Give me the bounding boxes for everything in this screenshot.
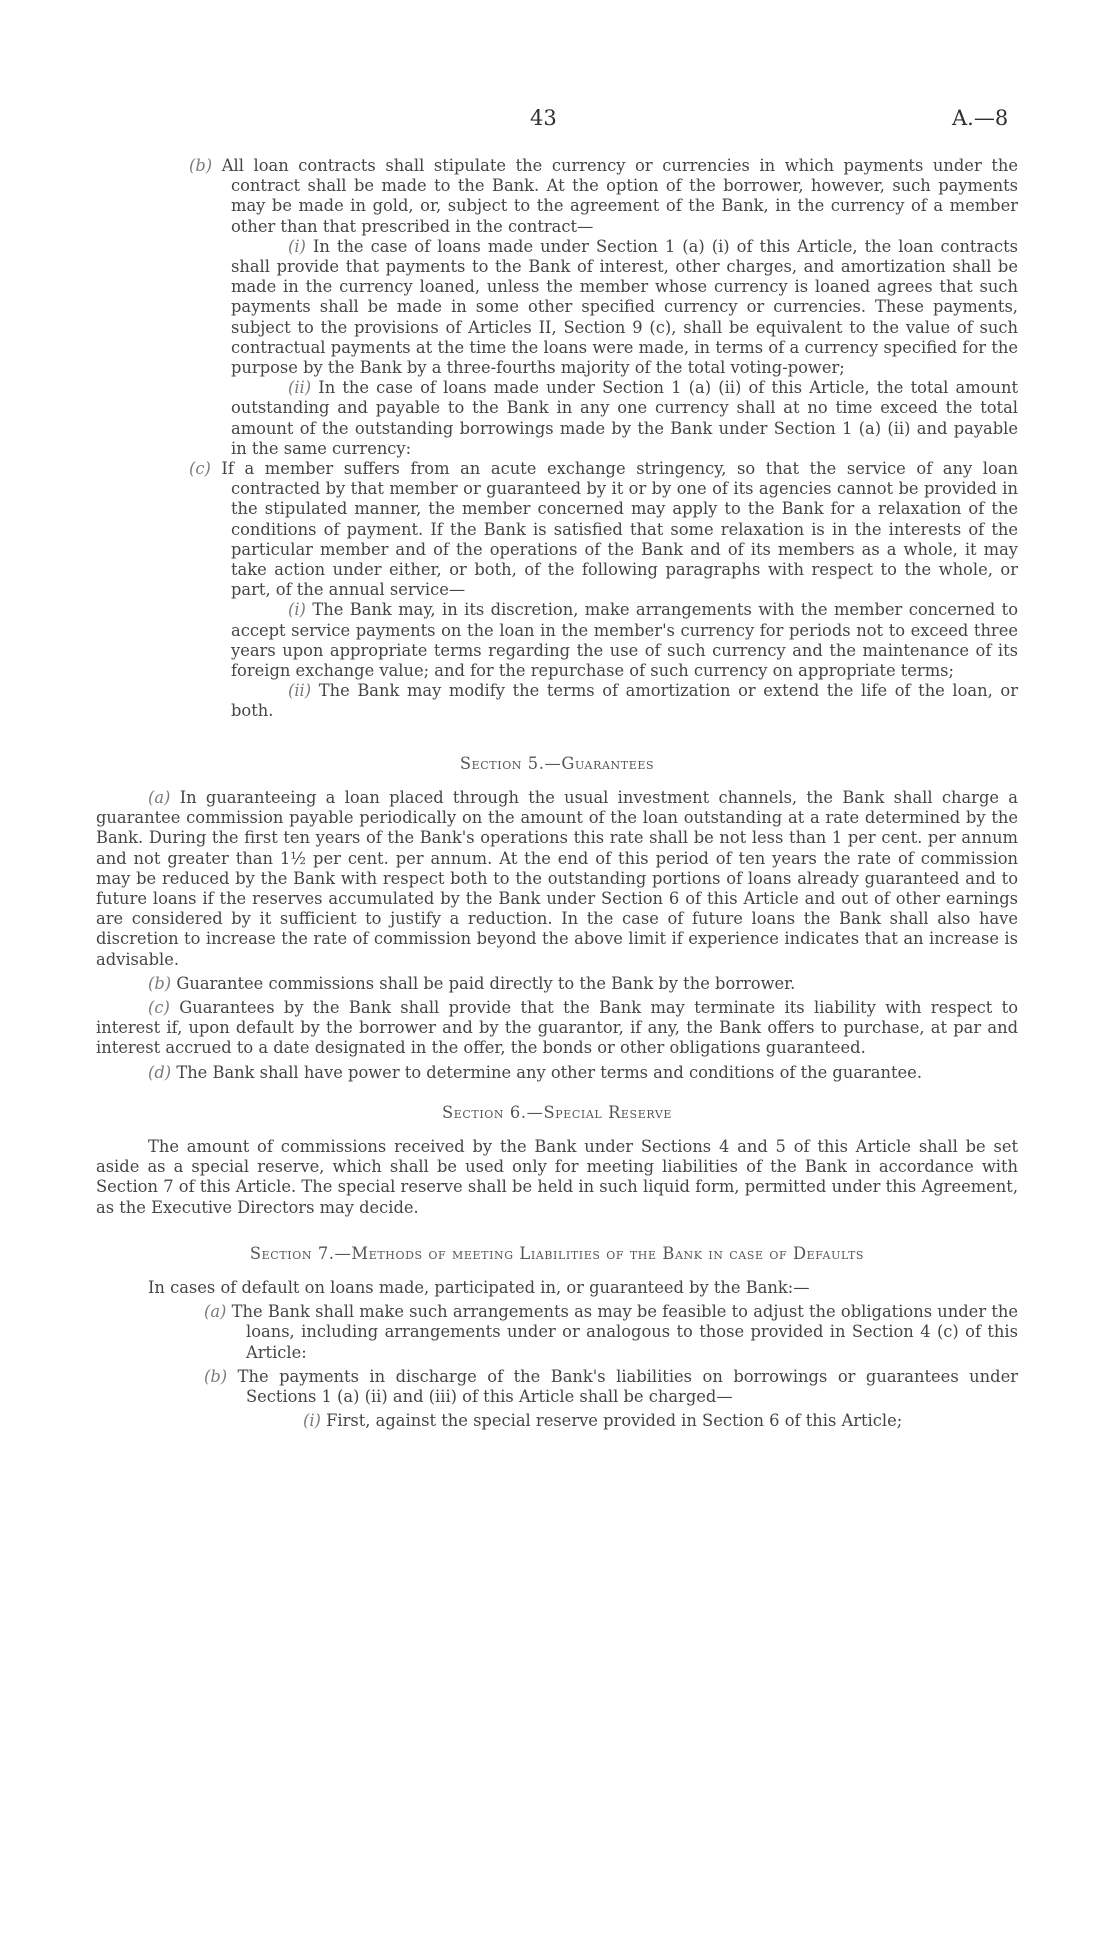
clause-label: (a) <box>204 1302 227 1322</box>
section-5-a <box>96 788 1018 970</box>
clause-4b-i <box>96 237 1018 378</box>
section-5-d <box>96 1063 1018 1083</box>
clause-label: (a) <box>148 787 171 807</box>
section-7-heading: Section 7.—Methods of meeting Liabilities of the Bank in case of Defaults <box>249 1243 865 1263</box>
subclause-text: The Bank may, in its discretion, make arrangements with the member concerned to accept service payments on the loan in the member's currency for periods not to exceed three years upon appropriate terms regarding the use of such currency and the maintenance of its foreign exchange value; and for the repurchase of such currency on appropriate terms; <box>231 600 1018 681</box>
clause-text: In guaranteeing a loan placed through the usual investment channels, the Bank shall charge a guarantee commission payable periodically on the amount of the loan outstanding at a rate determined by the Bank. During the first ten years of the Bank's operations this rate shall be not less than 1 per cent. per annum and not greater than 1½ per cent. per annum. At the end of this period of ten years the rate of commission may be reduced by the Bank with respect both to the outstanding portions of loans already guaranteed and to future loans if the reserves accumulated by the Bank under Section 6 of this Article and out of other earnings are considered by it sufficient to justify a reduction. In the case of future loans the Bank shall also have discretion to increase the rate of commission beyond the above limit if experience indicates that an increase is advisable. <box>96 787 1018 969</box>
document-reference: A.—8 <box>952 106 1009 130</box>
section-7-a <box>96 1302 1018 1363</box>
subclause-label: (ii) <box>288 378 312 398</box>
subclause-label: (i) <box>288 600 306 620</box>
subclause-label: (i) <box>303 1411 321 1431</box>
subclause-text: The Bank may modify the terms of amortization or extend the life of the loan, or both. <box>231 681 1018 721</box>
clause-text: The payments in discharge of the Bank's liabilities on borrowings or guarantees under Sections 1 (a) (ii) and (iii) of this Article shall be charged— <box>237 1366 1018 1406</box>
clause-label: (d) <box>148 1062 172 1082</box>
clause-4c-ii <box>96 681 1018 721</box>
clause-text: Guarantees by the Bank shall provide that the Bank may terminate its liability with respect to interest if, upon default by the borrower and by the guarantor, if any, the Bank offers to purchase, at par and interest accrued to a date designated in the offer, the bonds or other obligations guaranteed. <box>96 997 1019 1058</box>
section-7-b <box>96 1367 1018 1407</box>
subclause-label: (ii) <box>288 681 312 701</box>
clause-4c <box>96 459 1018 600</box>
clause-4b <box>96 156 1018 237</box>
clause-label: (b) <box>148 973 172 993</box>
subclause-text: In the case of loans made under Section 1 (a) (i) of this Article, the loan contracts shall provide that payments to the Bank of interest, other charges, and amortization shall be made in the currency loaned, unless the member whose currency is loaned agrees that such payments shall be made in some other specified currency or currencies. These payments, subject to the provisions of Articles II, Section 9 (c), shall be equivalent to the value of such contractual payments at the time the loans were made, in terms of a currency specified for the purpose by the Bank by a three-fourths majority of the total voting-power; <box>231 236 1018 378</box>
page-number: 43 <box>530 106 557 130</box>
subclause-text: First, against the special reserve provided in Section 6 of this Article; <box>326 1411 903 1431</box>
page-body <box>96 156 1018 1431</box>
clause-4c-i <box>96 600 1018 681</box>
clause-label: (b) <box>189 156 213 175</box>
clause-text: Guarantee commissions shall be paid directly to the Bank by the borrower. <box>176 973 796 993</box>
clause-text: All loan contracts shall stipulate the currency or currencies in which payments under the contract shall be made to the Bank. At the option of the borrower, however, such payments may be made in gold, or, subject to the agreement of the Bank, in the currency of a member other than that prescribed in the contract— <box>221 156 1018 236</box>
section-7-lead: In cases of default on loans made, participated in, or guaranteed by the Bank:— <box>148 1277 810 1297</box>
clause-text: The Bank shall make such arrangements as may be feasible to adjust the obligations under the loans, including arrangements under or analogous to those provided in Section 4 (c) of this Article: <box>231 1302 1018 1362</box>
clause-4b-ii <box>96 378 1018 459</box>
section-5-c <box>96 998 1018 1059</box>
page-header <box>0 106 1114 136</box>
subclause-text: In the case of loans made under Section 1 (a) (ii) of this Article, the total amount outstanding and payable to the Bank in any one currency shall at no time exceed the total amount of the outstanding borrowings made by the Bank under Section 1 (a) (ii) and payable in the same currency: <box>231 378 1018 458</box>
section-6-text: The amount of commissions received by the Bank under Sections 4 and 5 of this Article shall be set aside as a special reserve, which shall be used only for meeting liabilities of the Bank in accordance with Section 7 of this Article. The special reserve shall be held in such liquid form, permitted under this Agreement, as the Executive Directors may decide. <box>96 1136 1018 1217</box>
section-6-heading: Section 6.—Special Reserve <box>441 1102 672 1122</box>
clause-text: If a member suffers from an acute exchange stringency, so that the service of any loan contracted by that member or guaranteed by it or by one of its agencies cannot be provided in the stipulated manner, the member concerned may apply to the Bank for a relaxation of the conditions of payment. If the Bank is satisfied that some relaxation is in the interests of the particular member and of the operations of the Bank and of its members as a whole, it may take action under either, or both, of the following paragraphs with respect to the whole, or part, of the annual service— <box>221 459 1018 600</box>
clause-text: The Bank shall have power to determine any other terms and conditions of the guarantee. <box>176 1062 922 1082</box>
subclause-label: (i) <box>288 236 306 256</box>
clause-label: (c) <box>148 997 170 1017</box>
clause-label: (b) <box>204 1366 228 1386</box>
section-5-b <box>96 974 1018 994</box>
clause-label: (c) <box>189 459 211 479</box>
section-7-b-i <box>96 1411 1018 1431</box>
section-5-heading: Section 5.—Guarantees <box>459 753 655 773</box>
